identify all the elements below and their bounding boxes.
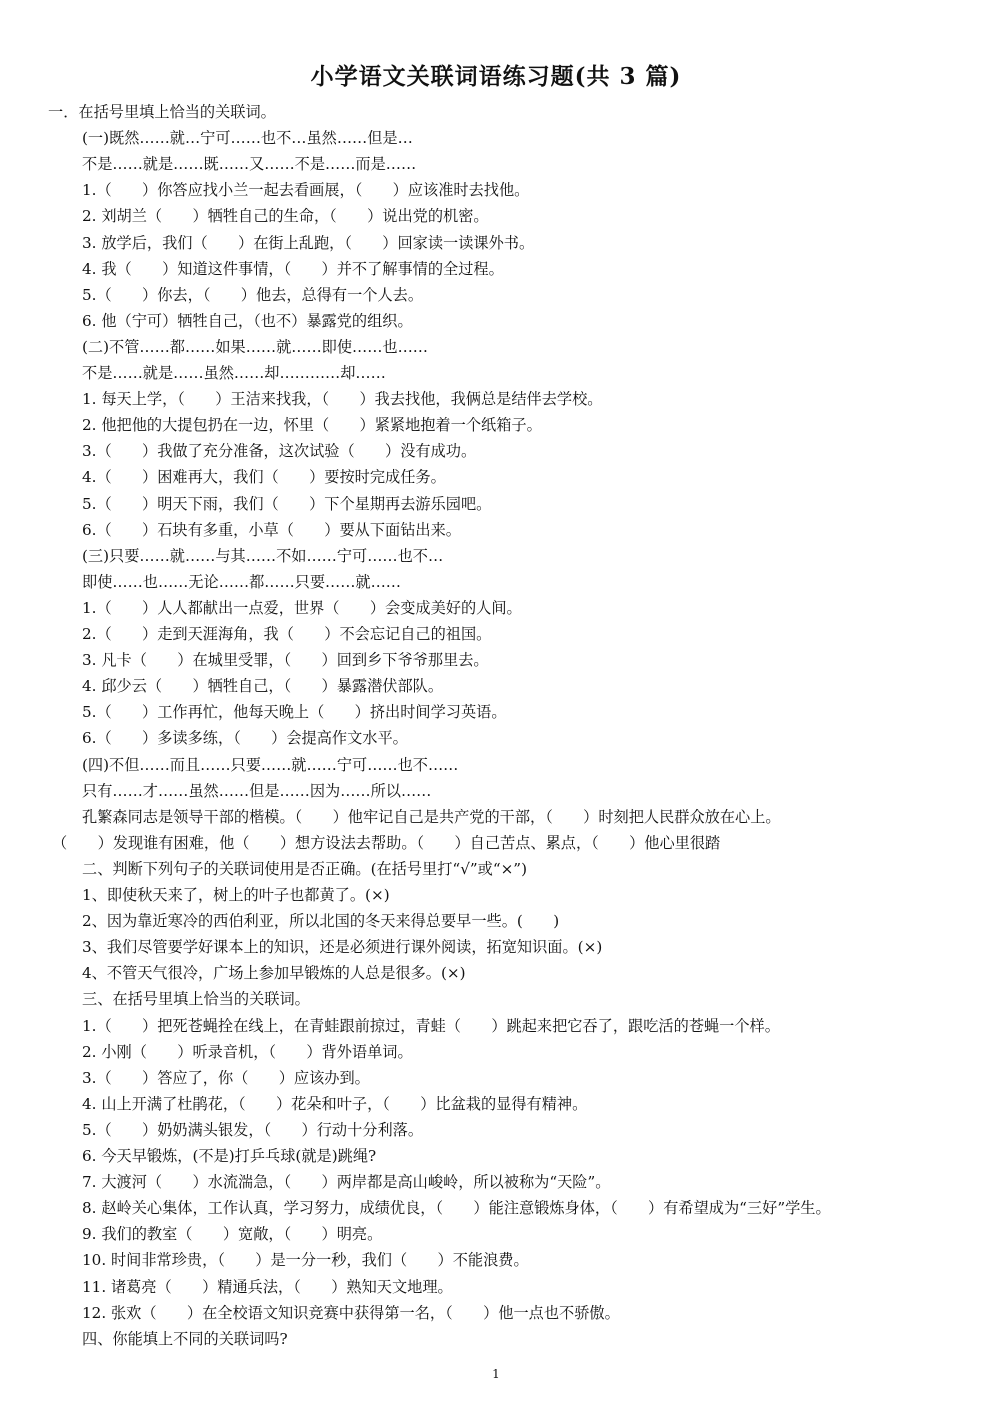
text-line: 2. 他把他的大提包扔在一边，怀里（ ）紧紧地抱着一个纸箱子。 [82,416,542,435]
page-title: 小学语文关联词语练习题(共 3 篇) [310,63,682,90]
text-line: 6. 他（宁可）牺牲自己，（也不）暴露党的组织。 [82,311,413,330]
text-line: 2. 小刚（ ）听录音机，（ ）背外语单词。 [82,1042,413,1061]
text-line: 即使……也……无论……都……只要……就…… [82,572,401,591]
text-line: 3、我们尽管要学好课本上的知识，还是必须进行课外阅读，拓宽知识面。(×) [82,938,603,957]
text-line: (二)不管……都……如果……就……即使……也…… [82,337,428,356]
text-line: （ ）发现谁有困难，他（ ）想方设法去帮助。（ ）自己苦点、累点，（ ）他心里很踏 [52,833,721,852]
text-line: 3.（ ）答应了，你（ ）应该办到。 [82,1068,370,1087]
text-line: 4. 山上开满了杜鹃花，（ ）花朵和叶子，（ ）比盆栽的显得有精神。 [82,1094,588,1113]
text-line: 2. 刘胡兰（ ）牺牲自己的生命，（ ）说出党的机密。 [82,207,489,226]
page-number: 1 [492,1367,500,1381]
text-line: 4.（ ）困难再大，我们（ ）要按时完成任务。 [82,468,446,487]
text-line: 5.（ ）奶奶满头银发，（ ）行动十分利落。 [82,1120,424,1139]
text-line: 三、在括号里填上恰当的关联词。 [82,990,310,1009]
text-line: 只有……才……虽然……但是……因为……所以…… [82,781,432,800]
text-line: 8. 赵岭关心集体，工作认真，学习努力，成绩优良，（ ）能注意锻炼身体，（ ）有希望成为“三好”学生。 [82,1199,831,1218]
text-line: (四)不但……而且……只要……就……宁可……也不…… [82,755,459,774]
text-line: 6.（ ）多读多练，（ ）会提高作文水平。 [82,729,408,748]
text-line: 1.（ ）你答应找小兰一起去看画展，（ ）应该准时去找他。 [82,181,530,200]
text-line: 2.（ ）走到天涯海角，我（ ）不会忘记自己的祖国。 [82,625,492,643]
text-line: 4、不管天气很冷，广场上参加早锻炼的人总是很多。(×) [82,964,466,983]
text-line: 2、因为靠近寒冷的西伯利亚，所以北国的冬天来得总要早一些。( ) [82,912,560,931]
text-line: 不是……就是……虽然……却…………却…… [82,364,386,382]
text-line: 12. 张欢（ ）在全校语文知识竞赛中获得第一名，（ ）他一点也不骄傲。 [82,1303,620,1322]
text-line: 9. 我们的教室（ ）宽敞，（ ）明亮。 [82,1225,383,1244]
text-line: 5.（ ）你去，（ ）他去，总得有一个人去。 [82,285,424,304]
text-line: 3. 凡卡（ ）在城里受罪，（ ）回到乡下爷爷那里去。 [82,651,489,670]
text-line: 6.（ ）石块有多重，小草（ ）要从下面钻出来。 [82,520,461,539]
text-line: 5.（ ）明天下雨，我们（ ）下个星期再去游乐园吧。 [82,494,492,513]
text-line: 孔繁森同志是领导干部的楷模。（ ）他牢记自己是共产党的干部，（ ）时刻把人民群众放在心上。 [82,807,781,826]
text-line: 6. 今天早锻炼，(不是)打乒乓球(就是)跳绳? [82,1147,377,1165]
text-line: 10. 时间非常珍贵，（ ）是一分一秒，我们（ ）不能浪费。 [82,1251,529,1270]
text-line: 不是……就是……既……又……不是……而是…… [82,155,417,174]
text-line: 1.（ ）把死苍蝇拴在线上，在青蛙跟前掠过，青蛙（ ）跳起来把它吞了，跟吃活的苍蝇一个样。 [82,1016,780,1035]
text-line: 5.（ ）工作再忙，他每天晚上（ ）挤出时间学习英语。 [82,703,507,722]
text-line: 7. 大渡河（ ）水流湍急，（ ）两岸都是高山峻岭，所以被称为“天险”。 [82,1173,611,1192]
text-line: 四、你能填上不同的关联词吗? [82,1329,288,1348]
text-line: (三)只要……就……与其……不如……宁可……也不… [82,546,444,565]
text-line: 1. 每天上学，（ ）王洁来找我，（ ）我去找他，我俩总是结伴去学校。 [82,390,603,409]
text-line: 4. 邱少云（ ）牺牲自己，（ ）暴露潜伏部队。 [82,677,444,696]
text-line: 3.（ ）我做了充分准备，这次试验（ ）没有成功。 [82,442,477,461]
text-line: 1.（ ）人人都献出一点爱，世界（ ）会变成美好的人间。 [82,598,522,617]
text-line: (一)既然……就…宁可……也不…虽然……但是… [82,129,413,148]
text-line: 4. 我（ ）知道这件事情，（ ）并不了解事情的全过程。 [82,259,504,278]
text-line: 二、判断下列句子的关联词使用是否正确。(在括号里打“√”或“×”) [82,859,527,878]
text-line: 3. 放学后，我们（ ）在街上乱跑，（ ）回家读一读课外书。 [82,233,535,252]
text-line: 11. 诸葛亮（ ）精通兵法，（ ）熟知天文地理。 [82,1277,453,1296]
text-line: 一．在括号里填上恰当的关联词。 [48,103,276,121]
text-line: 1、即使秋天来了，树上的叶子也都黄了。(×) [82,886,390,904]
